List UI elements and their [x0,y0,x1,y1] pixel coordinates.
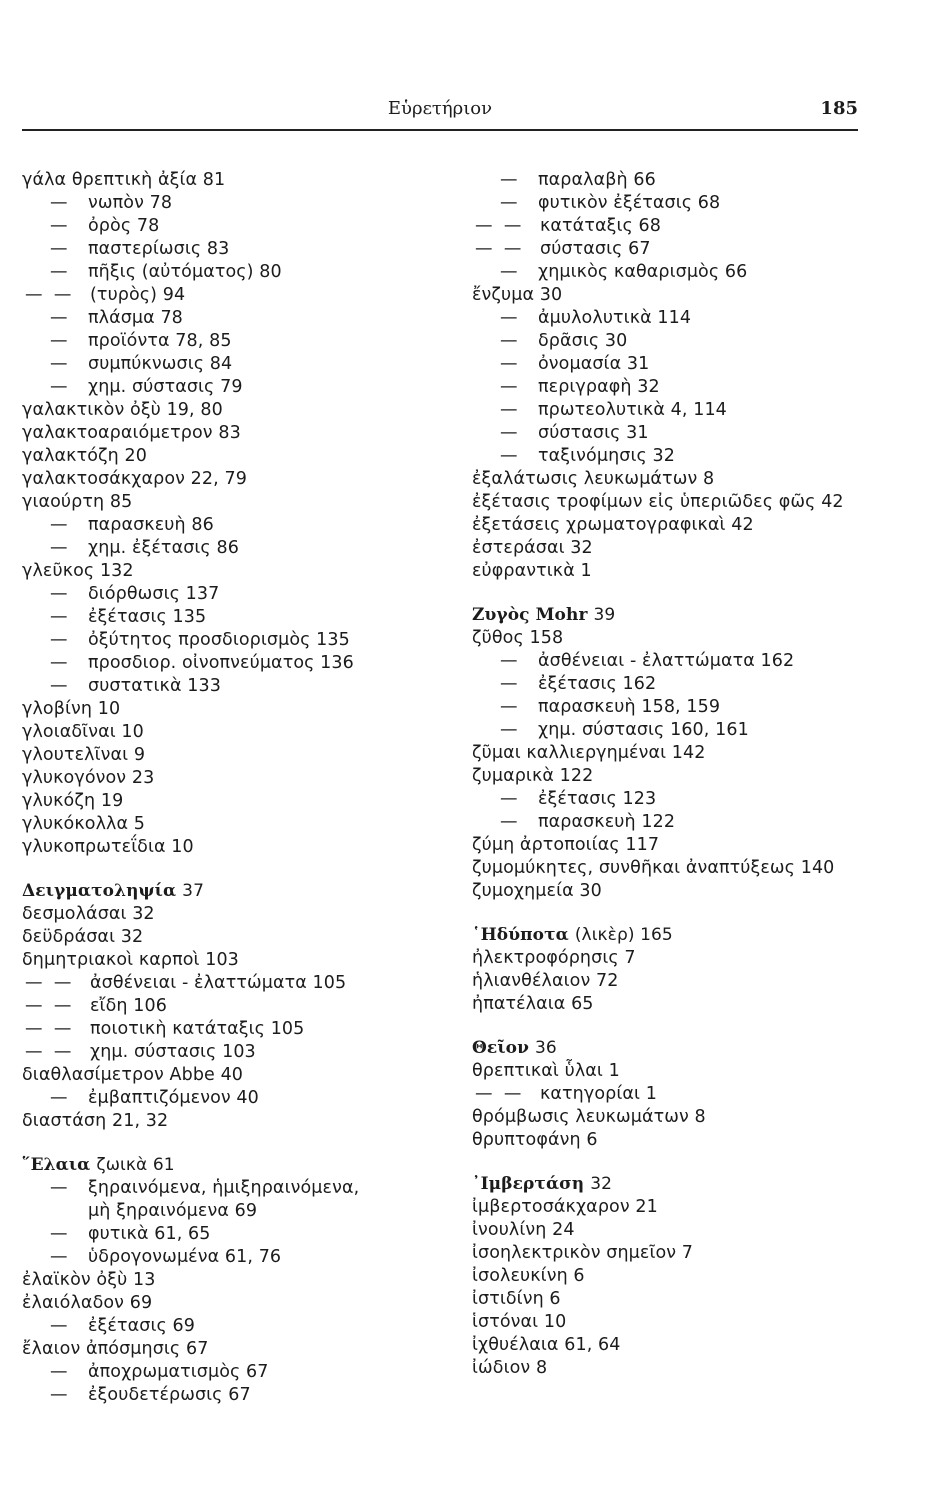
index-entry [472,238,892,261]
index-entry-text: σύστασις 67 [540,239,651,259]
index-entry-text: ἰσολευκίνη 6 [472,1266,585,1286]
index-entry [472,857,892,880]
index-entry-text: ἔλαιον ἀπόσμησις 67 [22,1339,209,1359]
index-entry-text: γλουτελῖναι 9 [22,745,146,765]
index-entry [472,1334,892,1357]
index-entry [472,903,892,947]
index-entry [22,238,442,261]
index-entry [472,765,892,788]
index-entry [22,926,442,949]
index-entry-text: ἰμβερτοσάκχαρον 21 [472,1197,658,1217]
index-entry-text: μὴ ξηραινόμενα 69 [88,1201,258,1221]
index-column-left [22,169,442,1407]
index-entry-reference: 37 [182,881,205,901]
index-entry [22,1246,442,1269]
index-entry [472,788,892,811]
index-entry-text: γλυκόζη 19 [22,791,124,811]
index-entry [472,1219,892,1242]
index-entry [22,1269,442,1292]
index-entry-text: χημ. σύστασις 103 [90,1042,256,1062]
index-entry-text: διαστάση 21, 32 [22,1111,169,1131]
index-entry-text: Ζυγὸς Mohr [472,605,588,625]
index-entry [472,673,892,696]
index-entry [22,1110,442,1133]
index-entry [22,1223,442,1246]
index-entry-text: χημ. ἐξέτασις 86 [88,538,239,558]
index-entry [472,742,892,765]
index-entry-text: προσδιορ. οἰνοπνεύματος 136 [88,653,354,673]
index-entry-reference: 39 [593,605,616,625]
index-entry-text: ἐξέτασις 69 [88,1316,195,1336]
index-entry-text: ἀσθένειαι - ἐλαττώματα 162 [538,651,795,671]
index-entry-text: περιγραφὴ 32 [538,377,660,397]
index-entry-text: γαλακτικὸν ὀξὺ 19, 80 [22,400,223,420]
index-entry-text: γλυκοπρωτεΐδια 10 [22,837,194,857]
index-entry [472,399,892,422]
index-entry-text: χημικὸς καθαρισμὸς 66 [538,262,748,282]
index-entry-text: (τυρὸς) 94 [90,285,186,305]
index-entry-text: φυτικὸν ἐξέτασις 68 [538,193,721,213]
index-entry-text: κατηγορίαι 1 [540,1084,657,1104]
index-entry-text: γλυκόκολλα 5 [22,814,146,834]
index-entry [22,767,442,790]
index-entry-text: ἐστεράσαι 32 [472,538,593,558]
index-entry [22,1338,442,1361]
index-entry [22,353,442,376]
index-entry [22,261,442,284]
index-entry [472,993,892,1016]
page-header [22,98,858,128]
index-entry-text: ἐξετάσεις χρωματογραφικαὶ 42 [472,515,754,535]
index-entry-text: σύστασις 31 [538,423,649,443]
index-entry-text: ῞Ελαια [22,1155,91,1175]
index-entry [472,811,892,834]
index-entry-text: ἠπατέλαια 65 [472,994,594,1014]
index-entry [472,1311,892,1334]
index-entry [472,514,892,537]
index-entry-text: παστερίωσις 83 [88,239,230,259]
index-entry-text: ἐξέτασις τροφίμων εἰς ὑπεριῶδες φῶς 42 [472,492,844,512]
index-entry [22,215,442,238]
index-entry [22,422,442,445]
index-entry-text: πῆξις (αὐτόματος) 80 [88,262,282,282]
index-entry [22,606,442,629]
index-entry [22,1041,442,1064]
index-entry [472,422,892,445]
index-entry [472,353,892,376]
index-entry-text: ᾽Ιμβερτάση [472,1174,585,1194]
index-entry-text: συμπύκνωσις 84 [88,354,233,374]
index-entry-text: κατάταξις 68 [540,216,661,236]
index-entry-reference: (λικὲρ) 165 [574,925,673,945]
index-entry-text: ταξινόμησις 32 [538,446,675,466]
index-entry-reference: 32 [590,1174,613,1194]
index-entry [472,537,892,560]
index-entry-text: εὐφραντικὰ 1 [472,561,592,581]
index-entry [22,1087,442,1110]
index-entry-text: ζυμομύκητες, συνθῆκαι ἀναπτύξεως 140 [472,858,835,878]
index-entry-text: ἡλιανθέλαιον 72 [472,971,619,991]
index-entry [472,192,892,215]
index-entry [472,491,892,514]
index-entry-text: ἰσοηλεκτρικὸν σημεῖον 7 [472,1243,694,1263]
index-entry [472,445,892,468]
index-entry-text: ζῦθος 158 [472,628,564,648]
index-entry [22,583,442,606]
index-entry-text: γλοιαδῖναι 10 [22,722,144,742]
index-entry [472,1060,892,1083]
index-entry-text: ἀποχρωματισμὸς 67 [88,1362,269,1382]
index-entry-text: νωπὸν 78 [88,193,173,213]
index-entry [472,583,892,627]
index-entry-text: ἐλαιόλαδον 69 [22,1293,153,1313]
index-entry-text: φυτικὰ 61, 65 [88,1224,211,1244]
index-entry-text: ἐμβαπτιζόμενον 40 [88,1088,259,1108]
index-entry [472,1083,892,1106]
header-rule [22,129,858,131]
index-entry-text: ξηραινόμενα, ἡμιξηραινόμενα, [88,1178,360,1198]
index-entry [22,675,442,698]
index-entry [22,376,442,399]
index-entry [22,1361,442,1384]
index-entry [472,1357,892,1380]
index-entry-text: ὑδρογονωμένα 61, 76 [88,1247,282,1267]
index-entry-text: προϊόντα 78, 85 [88,331,232,351]
index-column-right [472,169,892,1380]
index-entry-text: δημητριακοὶ καρποὶ 103 [22,950,239,970]
index-entry [22,330,442,353]
index-entry [22,903,442,926]
index-entry-text: συστατικὰ 133 [88,676,221,696]
index-entry [472,1288,892,1311]
index-entry-text: ὀξύτητος προσδιορισμὸς 135 [88,630,350,650]
index-entry [22,813,442,836]
index-entry-text: ἀσθένειαι - ἐλαττώματα 105 [90,973,347,993]
index-entry-text: ζυμοχημεία 30 [472,881,602,901]
index-entry [22,560,442,583]
index-entry-text: ῾Ηδύποτα [472,925,569,945]
index-entry [22,192,442,215]
index-entry [22,995,442,1018]
index-entry-text: χημ. σύστασις 160, 161 [538,720,749,740]
index-entry [472,330,892,353]
index-entry [22,1018,442,1041]
index-entry-text: Θεῖον [472,1038,530,1058]
index-entry [472,719,892,742]
index-entry-text: ἀμυλολυτικὰ 114 [538,308,692,328]
index-entry-text: γλοβίνη 10 [22,699,121,719]
index-entry [22,284,442,307]
index-entry-text: ἐξέτασις 123 [538,789,657,809]
index-entry [472,1152,892,1196]
index-entry-text: ἐξέτασις 162 [538,674,657,694]
index-entry-text: δεσμολάσαι 32 [22,904,155,924]
index-entry [22,652,442,675]
index-entry-text: ἱστόναι 10 [472,1312,567,1332]
index-entry-text: ἐλαϊκὸν ὀξὺ 13 [22,1270,156,1290]
index-entry [22,698,442,721]
index-entry [22,836,442,859]
index-entry-text: διόρθωσις 137 [88,584,220,604]
index-entry [22,537,442,560]
index-entry-text: γαλακτόζη 20 [22,446,147,466]
index-entry-text: ὀρὸς 78 [88,216,160,236]
index-entry-text: ἰχθυέλαια 61, 64 [472,1335,621,1355]
index-entry [472,970,892,993]
index-entry-text: θρεπτικαὶ ὗλαι 1 [472,1061,620,1081]
index-entry [22,972,442,995]
index-entry [472,1016,892,1060]
index-entry [472,650,892,673]
index-entry [22,514,442,537]
index-entry [22,1177,442,1200]
index-entry [472,215,892,238]
index-entry [472,880,892,903]
index-entry [472,261,892,284]
index-entry [472,696,892,719]
index-entry [22,468,442,491]
index-entry-text: δρᾶσις 30 [538,331,628,351]
index-entry-text: ζῦμαι καλλιεργημέναι 142 [472,743,706,763]
index-entry [22,169,442,192]
index-entry [22,629,442,652]
index-entry-text: γιαούρτη 85 [22,492,133,512]
index-entry [472,834,892,857]
page-title: Εὑρετήριον [387,98,493,119]
index-entry [22,1133,442,1177]
page-number: 185 [820,98,858,119]
index-entry [472,947,892,970]
index-entry [22,859,442,903]
index-entry [472,169,892,192]
index-entry [22,1200,442,1223]
index-entry-text: παραλαβὴ 66 [538,170,656,190]
index-entry [472,1242,892,1265]
index-entry [472,560,892,583]
index-entry-text: παρασκευὴ 86 [88,515,214,535]
index-entry-text: γλυκογόνον 23 [22,768,155,788]
index-entry-text: γάλα θρεπτικὴ ἀξία 81 [22,170,226,190]
index-entry-text: δεϋδράσαι 32 [22,927,144,947]
index-entry-text: ζύμη ἀρτοποιίας 117 [472,835,660,855]
index-entry-text: ἔνζυμα 30 [472,285,563,305]
index-entry-text: ἐξέτασις 135 [88,607,207,627]
index-entry [22,1064,442,1087]
index-entry-text: ἐξαλάτωσις λευκωμάτων 8 [472,469,715,489]
index-entry-text: εἴδη 106 [90,996,167,1016]
index-entry [472,1106,892,1129]
index-entry [22,744,442,767]
index-entry [22,399,442,422]
index-entry-text: γαλακτοσάκχαρον 22, 79 [22,469,247,489]
index-entry [22,721,442,744]
index-entry-text: γαλακτοαραιόμετρον 83 [22,423,241,443]
index-entry [22,1292,442,1315]
index-entry-text: ἠλεκτροφόρησις 7 [472,948,636,968]
index-entry-text: Δειγματοληψία [22,881,177,901]
index-entry [472,468,892,491]
index-entry-text: διαθλασίμετρον Abbe 40 [22,1065,244,1085]
index-entry [22,445,442,468]
index-entry-text: ζυμαρικὰ 122 [472,766,594,786]
index-entry-text: πρωτεολυτικὰ 4, 114 [538,400,727,420]
index-entry [22,491,442,514]
index-entry [22,949,442,972]
index-entry-text: ἰώδιον 8 [472,1358,548,1378]
index-entry-text: γλεῦκος 132 [22,561,134,581]
index-entry-text: ὀνομασία 31 [538,354,650,374]
index-entry-text: πλάσμα 78 [88,308,183,328]
index-entry-text: ποιοτικὴ κατάταξις 105 [90,1019,305,1039]
index-entry [22,1384,442,1407]
index-entry-text: ἐξουδετέρωσις 67 [88,1385,251,1405]
index-entry-text: θρόμβωσις λευκωμάτων 8 [472,1107,706,1127]
index-entry-text: ἰνουλίνη 24 [472,1220,575,1240]
index-entry-text: παρασκευὴ 158, 159 [538,697,721,717]
index-entry-text: θρυπτοφάνη 6 [472,1130,598,1150]
index-entry-text: ἰστιδίνη 6 [472,1289,561,1309]
index-entry [22,790,442,813]
index-entry [472,284,892,307]
index-entry-text: χημ. σύστασις 79 [88,377,243,397]
index-entry-reference: ζωικὰ 61 [96,1155,175,1175]
index-entry [22,307,442,330]
index-entry [472,1196,892,1219]
index-entry-reference: 36 [535,1038,557,1058]
index-entry [472,1265,892,1288]
index-entry [472,1129,892,1152]
index-entry [472,307,892,330]
index-entry [22,1315,442,1338]
index-entry [472,627,892,650]
index-entry-text: παρασκευὴ 122 [538,812,676,832]
index-entry [472,376,892,399]
